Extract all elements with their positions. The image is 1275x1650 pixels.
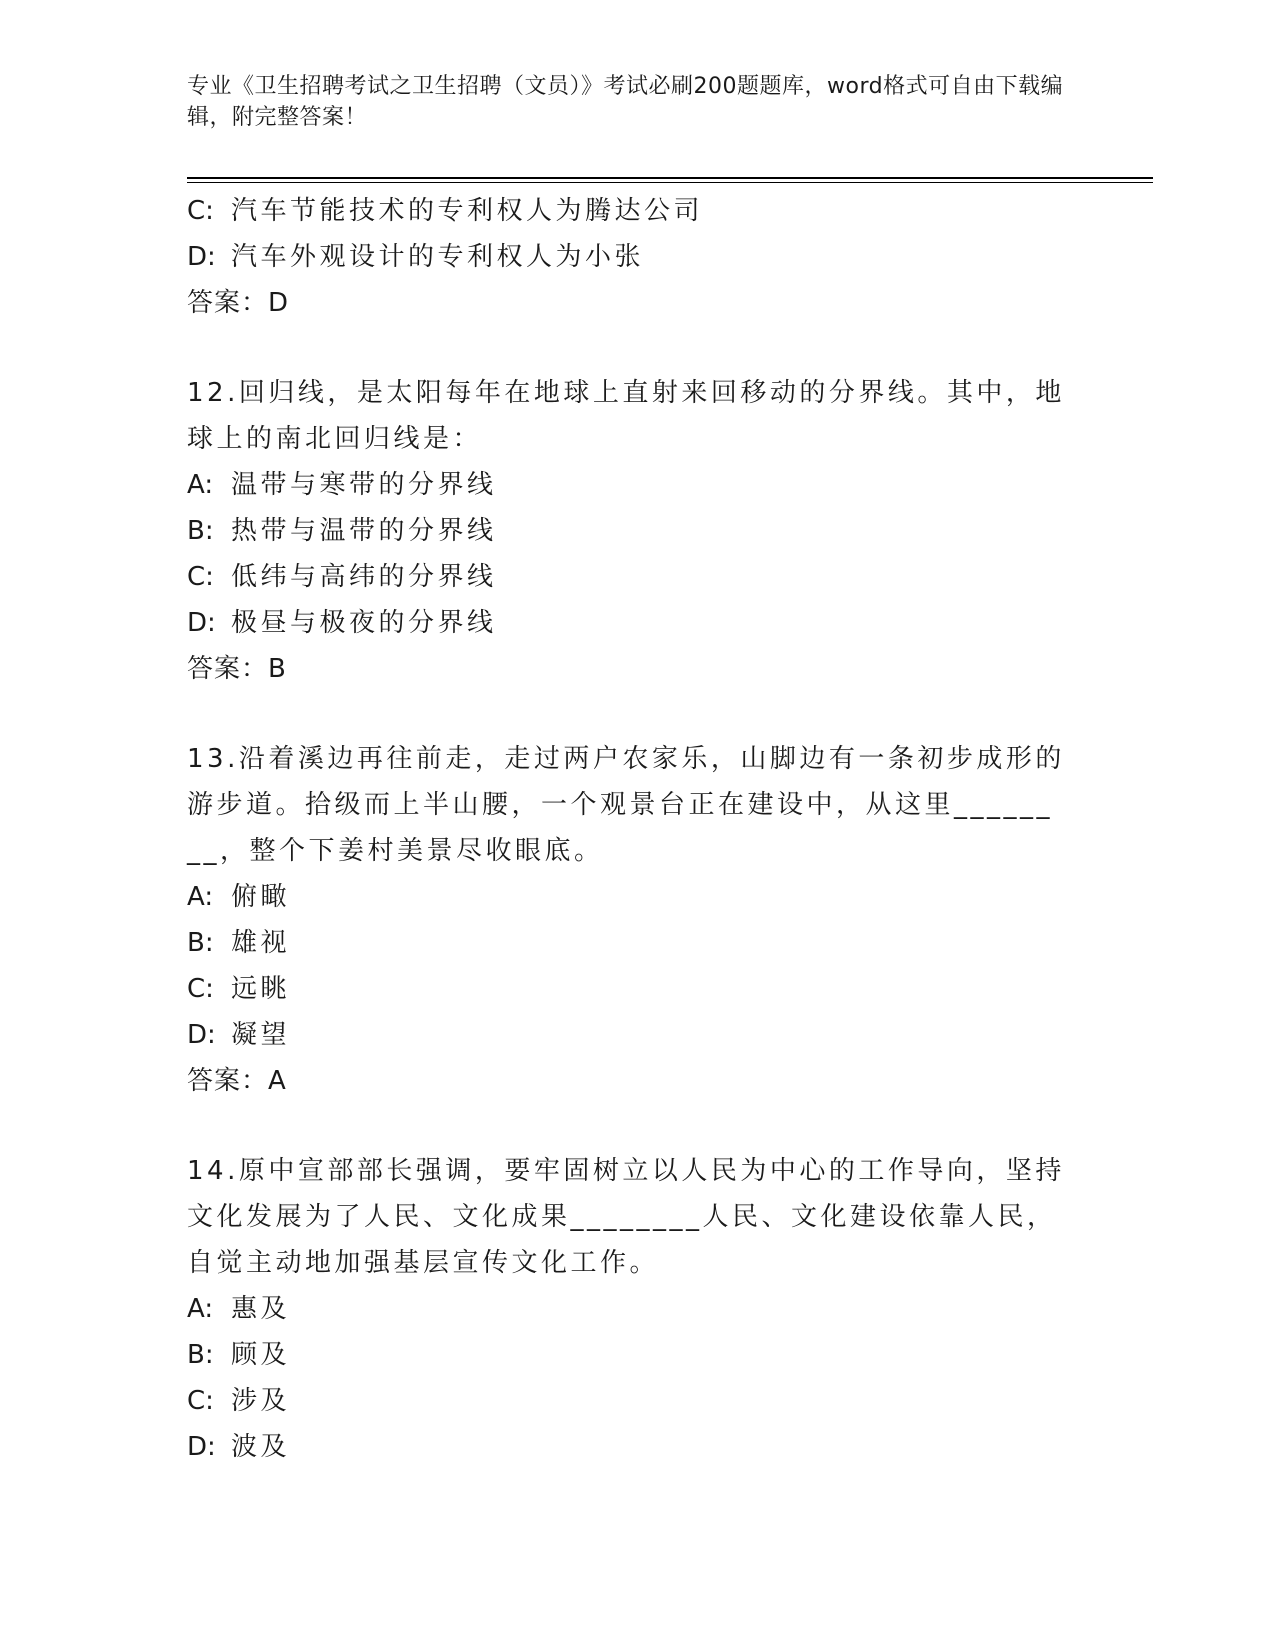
question-text: 12.回归线，是太阳每年在地球上直射来回移动的分界线。其中，地球上的南北回归线是： [187,378,1065,454]
header-rule-thick [187,177,1153,179]
question-14 [187,1148,1077,1470]
continued-question [187,188,1077,326]
option-text: 顾及 [231,1340,291,1370]
option-letter: C: [187,562,214,592]
option-letter: C: [187,1386,214,1416]
option-item [187,600,1077,646]
option-letter: A: [187,470,214,500]
option-text: 惠及 [231,1294,291,1324]
option-text: 极昼与极夜的分界线 [231,608,497,638]
option-text: 涉及 [231,1386,291,1416]
option-letter: D: [187,608,216,638]
option-item [187,1378,1077,1424]
option-item [187,1424,1077,1470]
option-letter: B: [187,516,214,546]
option-item [187,920,1077,966]
option-item [187,1286,1077,1332]
option-letter: A: [187,1294,214,1324]
option-text: 汽车节能技术的专利权人为腾达公司 [231,196,704,226]
answer-line: 答案：A [187,1066,287,1096]
option-item [187,966,1077,1012]
option-text: 汽车外观设计的专利权人为小张 [231,242,645,272]
option-item [187,234,1077,280]
option-letter: B: [187,1340,214,1370]
option-item [187,874,1077,920]
question-content [187,188,1077,1470]
option-letter: D: [187,242,216,272]
option-letter: C: [187,974,214,1004]
option-text: 热带与温带的分界线 [231,516,497,546]
option-text: 雄视 [231,928,291,958]
option-item [187,1332,1077,1378]
option-item [187,188,1077,234]
option-letter: A: [187,882,214,912]
option-item [187,1012,1077,1058]
option-text: 波及 [231,1432,291,1462]
option-text: 凝望 [231,1020,291,1050]
question-13 [187,736,1077,1104]
option-text: 俯瞰 [231,882,291,912]
option-item [187,508,1077,554]
option-text: 温带与寒带的分界线 [231,470,497,500]
question-12 [187,370,1077,692]
question-text: 13.沿着溪边再往前走，走过两户农家乐，山脚边有一条初步成形的游步道。拾级而上半山腰，一个观景台正在建设中，从这里________，整个下姜村美景尽收眼底。 [187,744,1065,866]
option-letter: B: [187,928,214,958]
header-rule-thin [187,182,1153,183]
question-text: 14.原中宣部部长强调，要牢固树立以人民为中心的工作导向，坚持文化发展为了人民、文化成果________人民、文化建设依靠人民，自觉主动地加强基层宣传文化工作。 [187,1156,1065,1278]
option-letter: D: [187,1432,216,1462]
answer-line: 答案：D [187,288,290,318]
page-header: 专业《卫生招聘考试之卫生招聘（文员）》考试必刷200题题库，word格式可自由下载编辑，附完整答案！ [187,74,1064,130]
option-item [187,554,1077,600]
option-letter: C: [187,196,214,226]
option-item [187,462,1077,508]
option-text: 低纬与高纬的分界线 [231,562,497,592]
answer-line: 答案：B [187,654,287,684]
option-letter: D: [187,1020,216,1050]
option-text: 远眺 [231,974,291,1004]
